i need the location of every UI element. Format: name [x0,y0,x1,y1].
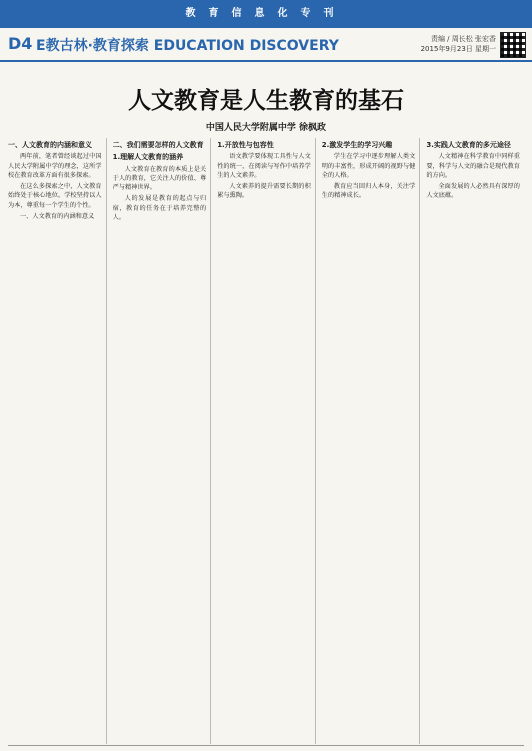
masthead [0,28,532,62]
paragraph: 在这么多探索之中，人文教育始终处于核心地位。学校坚持以人为本，尊重每一个学生的个性。 [8,183,102,209]
editor-line: 责编 / 周长松 张宏香 [430,35,496,43]
text-column [426,138,524,744]
footer-rule [8,745,524,746]
paragraph: 教育应当回归人本身，关注学生的精神成长。 [321,183,416,200]
article-body [8,138,524,744]
date-line: 2015年9月23日 星期一 [420,45,496,53]
header-band [0,0,532,28]
paragraph: 人文素养的提升需要长期的积累与熏陶。 [217,183,311,200]
paragraph: 全面发展的人必然具有深厚的人文底蕴。 [426,183,520,200]
page-number: D4 [8,34,33,53]
section-heading: 3.实践人文教育的多元途径 [426,141,511,149]
paragraph: 人文教育在教育的本质上是关于人的教育，它关注人的价值、尊严与精神世界。 [112,165,207,192]
qr-code-icon [500,32,526,58]
article-byline: 中国人民大学附属中学 徐枫政 [205,123,327,133]
text-column [322,138,421,744]
section-heading: 1.开放性与包容性 [217,141,274,149]
header-band-text: 教育信息化专刊 [185,8,347,19]
section-title: E教古林·教育探索 EDUCATION DISCOVERY [36,38,339,54]
article-title: 人文教育是人生教育的基石 [128,88,404,114]
paragraph: 人文精神在科学教育中同样重要，科学与人文的融合是现代教育的方向。 [426,153,520,179]
section-heading: 2.激发学生的学习兴趣 [321,141,393,149]
paragraph: 人的发展是教育的起点与归宿，教育的任务在于培养完整的人。 [112,195,207,222]
text-column [8,138,107,744]
text-column [113,138,212,744]
section-heading: 一、人文教育的内涵和意义 [8,141,92,149]
paragraph: 一、人文教育的内涵和意义 [20,213,95,221]
paragraph: 学生在学习中逐步理解人类文明的丰富性，形成开阔的视野与健全的人格。 [321,153,416,179]
issue-meta [421,34,496,54]
paragraph: 两年前，笔者曾经谈起过中国人民大学附属中学的理念，这所学校在教育改革方面有很多探索。 [8,153,102,179]
text-column [217,138,316,744]
section-heading: 1.理解人文教育的涵养 [112,153,184,162]
paragraph: 语文教学要体现工具性与人文性的统一，在阅读与写作中培养学生的人文素养。 [217,153,311,179]
section-heading: 二、我们需要怎样的人文教育 [112,141,204,149]
